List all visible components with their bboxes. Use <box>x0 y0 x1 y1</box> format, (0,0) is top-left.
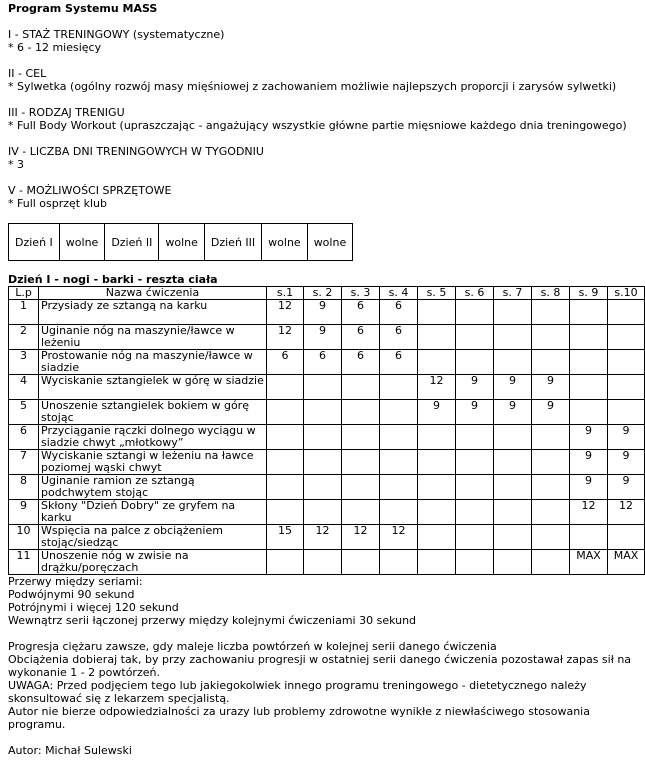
set-reps: 9 <box>304 325 342 350</box>
set-reps <box>532 525 570 550</box>
set-reps: 9 <box>570 450 608 475</box>
exercise-name: Wyciskanie sztangielek w górę w siadzie <box>39 375 267 400</box>
set-reps <box>570 400 608 425</box>
set-reps <box>494 350 532 375</box>
row-number: 2 <box>9 325 39 350</box>
set-reps <box>608 375 645 400</box>
set-reps <box>608 300 645 325</box>
break-combined: Wewnątrz serii łączonej przerwy między kolejnymi ćwiczeniami 30 sekund <box>8 614 417 627</box>
set-reps <box>494 300 532 325</box>
set-reps: 15 <box>267 525 304 550</box>
set-reps <box>267 425 304 450</box>
section-value: * 6 - 12 miesięcy <box>8 41 102 54</box>
set-reps: 9 <box>494 375 532 400</box>
set-reps <box>304 375 342 400</box>
set-reps <box>267 375 304 400</box>
exercise-name: Uginanie ramion ze sztangą podchwytem stojąc <box>39 475 267 500</box>
set-reps <box>570 350 608 375</box>
set-reps <box>456 550 494 575</box>
table-header-row <box>9 287 645 300</box>
set-reps <box>380 400 418 425</box>
exercise-name: Wyciskanie sztangi w leżeniu na ławce poziomej wąski chwyt <box>39 450 267 475</box>
set-reps <box>380 475 418 500</box>
set-reps <box>456 350 494 375</box>
set-reps <box>532 450 570 475</box>
set-reps <box>418 500 456 525</box>
row-number: 10 <box>9 525 39 550</box>
set-reps: 6 <box>342 350 380 375</box>
program-section <box>8 28 645 54</box>
day-cell: wolne <box>159 224 205 261</box>
set-reps: 6 <box>380 300 418 325</box>
set-reps <box>267 500 304 525</box>
set-reps: 9 <box>304 300 342 325</box>
column-header: s. 9 <box>570 287 608 300</box>
table-row <box>9 425 645 450</box>
break-triple: Potrójnymi i więcej 120 sekund <box>8 601 179 614</box>
set-reps <box>494 425 532 450</box>
set-reps <box>494 550 532 575</box>
column-header: s. 4 <box>380 287 418 300</box>
section-value: * Full osprzęt klub <box>8 197 107 210</box>
document-title: Program Systemu MASS <box>8 2 158 15</box>
section-value: * Full Body Workout (upraszczając - angażujący wszystkie główne partie mięsniowe każdego dnia treningowego) <box>8 119 627 132</box>
set-reps <box>532 475 570 500</box>
set-reps <box>418 550 456 575</box>
author: Autor: Michał Sulewski <box>8 744 132 757</box>
exercise-name: Unoszenie nóg w zwisie na drążku/poręczach <box>39 550 267 575</box>
set-reps <box>304 475 342 500</box>
set-reps <box>267 400 304 425</box>
section-value: * Sylwetka (ogólny rozwój masy mięśniowej z zachowaniem możliwie najlepszych proporcji i zarysów sylwetki) <box>8 80 617 93</box>
table-row <box>9 500 645 525</box>
row-number: 7 <box>9 450 39 475</box>
set-reps: 9 <box>494 400 532 425</box>
section-heading: IV - LICZBA DNI TRENINGOWYCH W TYGODNIU <box>8 145 264 158</box>
set-reps: 12 <box>380 525 418 550</box>
progress-note: Progresja ciężaru zawsze, gdy maleje liczba powtórzeń w kolejnej serii danego ćwiczenia <box>8 640 497 653</box>
day-one-title: Dzień I - nogi - barki - reszta ciała <box>8 273 218 286</box>
set-reps <box>456 475 494 500</box>
exercise-name: Unoszenie sztangielek bokiem w górę stojąc <box>39 400 267 425</box>
set-reps <box>418 475 456 500</box>
set-reps <box>494 450 532 475</box>
column-header: s.1 <box>267 287 304 300</box>
row-number: 11 <box>9 550 39 575</box>
column-header: L.p <box>9 287 39 300</box>
set-reps: 12 <box>570 500 608 525</box>
notes <box>8 575 645 757</box>
exercise-table <box>8 286 645 575</box>
set-reps <box>532 300 570 325</box>
column-header: s. 6 <box>456 287 494 300</box>
set-reps: 6 <box>304 350 342 375</box>
set-reps: 9 <box>608 450 645 475</box>
set-reps <box>608 400 645 425</box>
day-cell: wolne <box>262 224 308 261</box>
set-reps <box>570 325 608 350</box>
day-cell: Dzień I <box>9 224 60 261</box>
set-reps <box>608 325 645 350</box>
load-note: Obciążenia dobieraj tak, by przy zachowaniu progresji w ostatniej serii danego ćwiczenia pozostawał zapas sił na wykonanie 1 - 2 powtórzeń. <box>8 653 632 679</box>
set-reps <box>380 450 418 475</box>
set-reps <box>342 550 380 575</box>
exercise-name: Skłony "Dzień Dobry" ze gryfem na karku <box>39 500 267 525</box>
set-reps: 9 <box>532 375 570 400</box>
row-number: 3 <box>9 350 39 375</box>
set-reps: 6 <box>342 325 380 350</box>
set-reps <box>380 425 418 450</box>
row-number: 5 <box>9 400 39 425</box>
set-reps <box>342 400 380 425</box>
set-reps <box>494 500 532 525</box>
set-reps: 6 <box>267 350 304 375</box>
set-reps <box>304 450 342 475</box>
column-header: s. 2 <box>304 287 342 300</box>
set-reps: 9 <box>418 400 456 425</box>
set-reps: 12 <box>608 500 645 525</box>
set-reps <box>532 500 570 525</box>
set-reps: 12 <box>267 300 304 325</box>
set-reps <box>380 550 418 575</box>
set-reps: MAX <box>570 550 608 575</box>
warning-note: UWAGA: Przed podjęciem tego lub jakiegokolwiek innego programu treningowego - dietetycznego należy skonsultować się z lekarzem specjalistą. <box>8 679 587 705</box>
program-section <box>8 106 645 132</box>
table-row <box>9 400 645 425</box>
day-cell: wolne <box>59 224 105 261</box>
set-reps <box>456 425 494 450</box>
table-row <box>9 550 645 575</box>
set-reps <box>494 325 532 350</box>
set-reps <box>304 425 342 450</box>
set-reps: 6 <box>380 325 418 350</box>
day-cell: Dzień II <box>105 224 159 261</box>
exercise-name: Przysiady ze sztangą na karku <box>39 300 267 325</box>
set-reps: 12 <box>267 325 304 350</box>
set-reps <box>608 350 645 375</box>
section-heading: III - RODZAJ TRENIGU <box>8 106 125 119</box>
day-cell: wolne <box>307 224 353 261</box>
exercise-name: Prostowanie nóg na maszynie/ławce w siadzie <box>39 350 267 375</box>
set-reps <box>342 425 380 450</box>
exercise-name: Przyciąganie rączki dolnego wyciągu w siadzie chwyt „młotkowy” <box>39 425 267 450</box>
set-reps: 9 <box>608 475 645 500</box>
table-row <box>9 450 645 475</box>
set-reps: MAX <box>608 550 645 575</box>
set-reps <box>456 500 494 525</box>
column-header: Nazwa ćwiczenia <box>39 287 267 300</box>
set-reps: 9 <box>456 375 494 400</box>
column-header: s. 3 <box>342 287 380 300</box>
set-reps <box>380 500 418 525</box>
set-reps: 6 <box>342 300 380 325</box>
table-row <box>9 325 645 350</box>
section-value: * 3 <box>8 158 24 171</box>
set-reps <box>494 525 532 550</box>
set-reps <box>418 425 456 450</box>
set-reps <box>532 350 570 375</box>
set-reps <box>608 525 645 550</box>
set-reps <box>456 450 494 475</box>
set-reps <box>342 500 380 525</box>
set-reps <box>532 550 570 575</box>
set-reps <box>304 500 342 525</box>
table-row <box>9 300 645 325</box>
set-reps <box>570 300 608 325</box>
set-reps: 9 <box>608 425 645 450</box>
set-reps <box>342 450 380 475</box>
break-double: Podwójnymi 90 sekund <box>8 588 135 601</box>
table-row <box>9 525 645 550</box>
disclaimer-note: Autor nie bierze odpowiedzialności za urazy lub problemy zdrowotne wynikłe z niewłaściwego stosowania programu. <box>8 705 590 731</box>
set-reps <box>304 400 342 425</box>
row-number: 9 <box>9 500 39 525</box>
program-section <box>8 145 645 171</box>
set-reps: 12 <box>342 525 380 550</box>
program-section <box>8 67 645 93</box>
set-reps: 9 <box>532 400 570 425</box>
set-reps <box>267 550 304 575</box>
set-reps <box>380 375 418 400</box>
set-reps <box>532 325 570 350</box>
column-header: s. 7 <box>494 287 532 300</box>
set-reps <box>342 475 380 500</box>
row-number: 6 <box>9 425 39 450</box>
set-reps: 12 <box>304 525 342 550</box>
breaks-title: Przerwy między seriami: <box>8 575 143 588</box>
set-reps <box>267 475 304 500</box>
table-row <box>9 375 645 400</box>
set-reps <box>570 525 608 550</box>
set-reps <box>418 450 456 475</box>
section-heading: II - CEL <box>8 67 47 80</box>
set-reps: 9 <box>570 475 608 500</box>
week-schedule <box>8 223 353 261</box>
set-reps <box>418 325 456 350</box>
column-header: s. 8 <box>532 287 570 300</box>
set-reps <box>342 375 380 400</box>
program-section <box>8 184 645 210</box>
set-reps <box>532 425 570 450</box>
set-reps <box>304 550 342 575</box>
set-reps <box>570 375 608 400</box>
set-reps <box>456 525 494 550</box>
table-row <box>9 475 645 500</box>
table-row <box>9 350 645 375</box>
day-cell: Dzień III <box>204 224 261 261</box>
set-reps <box>418 525 456 550</box>
set-reps <box>418 350 456 375</box>
exercise-name: Uginanie nóg na maszynie/ławce w leżeniu <box>39 325 267 350</box>
set-reps: 12 <box>418 375 456 400</box>
set-reps <box>418 300 456 325</box>
set-reps <box>494 475 532 500</box>
row-number: 1 <box>9 300 39 325</box>
set-reps <box>267 450 304 475</box>
exercise-name: Wspięcia na palce z obciążeniem stojąc/siedząc <box>39 525 267 550</box>
row-number: 8 <box>9 475 39 500</box>
set-reps: 9 <box>456 400 494 425</box>
row-number: 4 <box>9 375 39 400</box>
column-header: s.10 <box>608 287 645 300</box>
set-reps <box>456 300 494 325</box>
section-heading: I - STAŻ TRENINGOWY (systematyczne) <box>8 28 225 41</box>
section-heading: V - MOŻLIWOŚCI SPRZĘTOWE <box>8 184 172 197</box>
set-reps: 6 <box>380 350 418 375</box>
set-reps: 9 <box>570 425 608 450</box>
column-header: s. 5 <box>418 287 456 300</box>
set-reps <box>456 325 494 350</box>
program-sections <box>8 28 645 210</box>
